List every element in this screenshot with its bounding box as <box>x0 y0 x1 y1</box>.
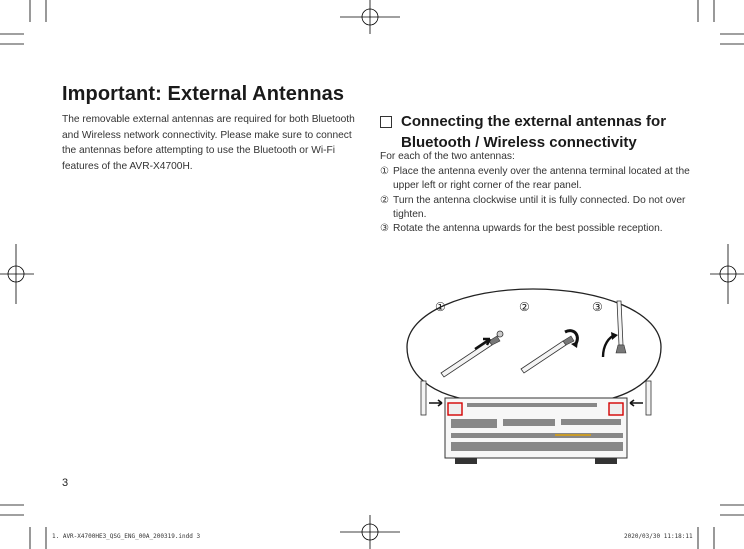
page-number: 3 <box>62 477 69 489</box>
arrow-icon <box>630 400 643 406</box>
step-label: ② <box>519 300 530 314</box>
section-heading-text: Connecting the external antennas for Bluetooth / Wireless connectivity <box>401 113 667 151</box>
steps-list <box>380 165 710 236</box>
footer-file-name: 1. AVR-X4700HE3_QSG_ENG_00A_200319.indd 3 <box>52 533 201 540</box>
step-label: ① <box>435 300 446 314</box>
antenna-icon <box>646 381 651 415</box>
checkbox-icon <box>380 116 392 128</box>
terminal-icon <box>497 331 503 337</box>
step-text: Turn the antenna clockwise until it is fully connected. Do not over tighten. <box>393 194 686 220</box>
step-number: ① <box>380 166 390 177</box>
receiver-rear-panel <box>445 398 627 464</box>
antenna-illustration <box>405 285 665 470</box>
step-text: Place the antenna evenly over the antenna terminal located at the upper left or right corner of the rear panel. <box>393 166 690 192</box>
step-item <box>380 194 710 223</box>
step-item <box>380 165 710 194</box>
antenna-icon <box>421 381 426 415</box>
step-number: ② <box>380 194 390 206</box>
step-item <box>380 222 710 236</box>
arrow-icon <box>429 400 442 406</box>
step-text: Rotate the antenna upwards for the best possible reception. <box>393 223 663 235</box>
step-number: ③ <box>380 223 390 235</box>
intro-paragraph: The removable external antennas are required for both Bluetooth and Wireless network connectivity. Please make sure to connect the antennas before attempting to use the Bluetooth or Wi-Fi features of the AVR-X4700H. <box>62 114 355 172</box>
footer-date-time: 2020/03/30 11:18:11 <box>624 533 693 540</box>
page-title: Important: External Antennas <box>62 83 345 105</box>
step-label: ③ <box>592 300 603 314</box>
steps-lead: For each of the two antennas: <box>380 151 515 162</box>
section-heading <box>380 111 700 153</box>
